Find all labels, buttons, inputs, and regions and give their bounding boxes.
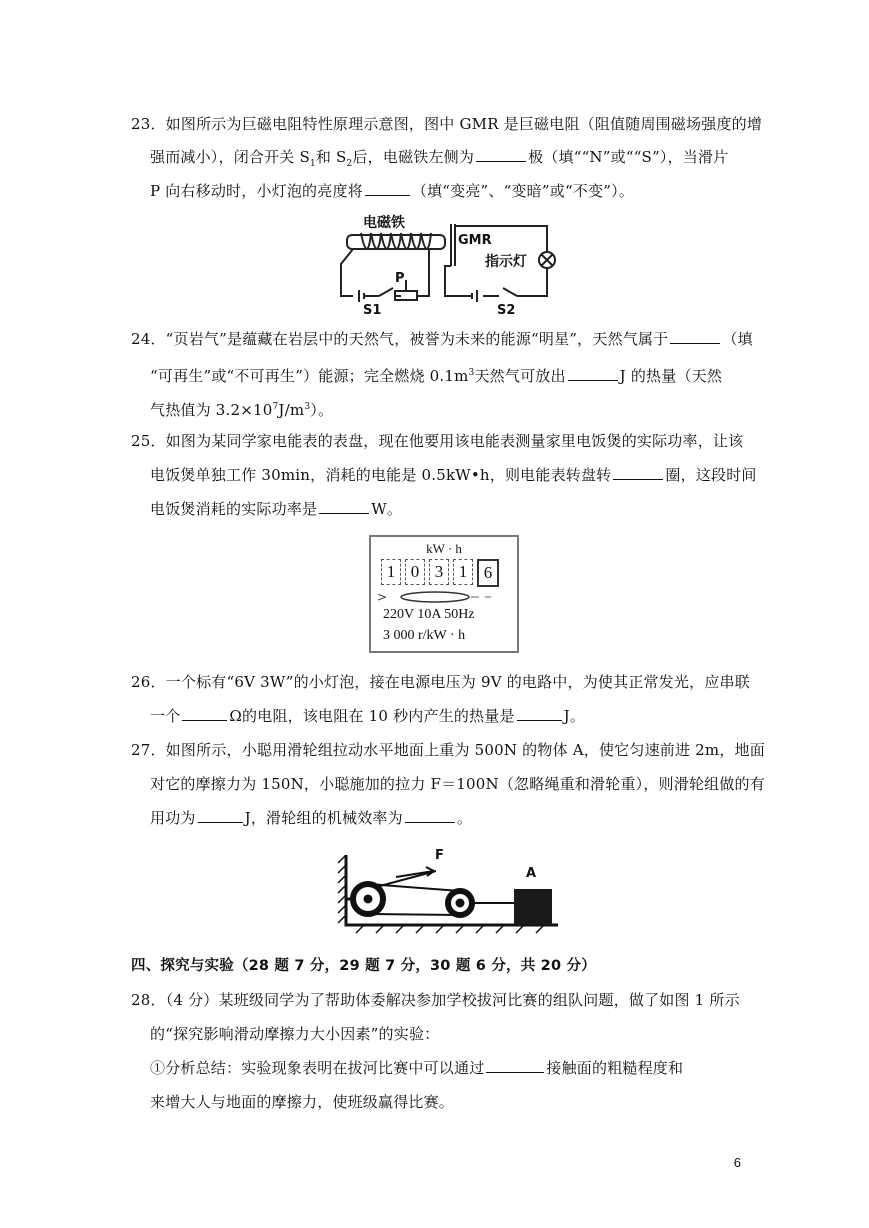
force-arrow-icon [396, 867, 434, 877]
q28-blank-method[interactable] [486, 1058, 544, 1073]
q24-line1: 24．“页岩气”是蕴藏在岩层中的天然气，被誉为未来的能源“明星”，天然气属于 （填 [131, 330, 753, 348]
q25-blank-power[interactable] [319, 499, 369, 514]
q23-line1: 23．如图所示为巨磁电阻特性原理示意图，图中 GMR 是巨磁电阻（阻值随周围磁场强度的增 [131, 115, 763, 133]
q23-line2: 强而减小），闭合开关 $S_1$和 $S_2$后，电磁铁左侧为 极（填““N”或““S”），当滑片 [150, 148, 729, 169]
section-4-heading: 四、探究与实验（28 题 7 分，29 题 7 分，30 题 6 分，共 20 分） [131, 958, 596, 974]
gmr-circuit-figure [333, 214, 565, 318]
q25-line2: 电饭煲单独工作 30min，消耗的电能是 0.5kW•h，则电能表转盘转 圈，这段时间 [150, 466, 757, 484]
q24-blank-renewable[interactable] [670, 329, 720, 344]
q27-line1: 27．如图所示，小聪用滑轮组拉动水平地面上重为 500N 的物体 A，使它匀速前进 2m，地面 [131, 741, 765, 759]
meter-digit: 3 [429, 559, 449, 585]
battery-2 [472, 290, 477, 302]
q27-line3: 用功为 J，滑轮组的机械效率为 。 [150, 809, 473, 827]
page-number: 6 [733, 1155, 741, 1170]
label-s2: S2 [497, 303, 516, 318]
label-p: P [395, 271, 405, 286]
meter-rate: 3 000 r/kW · h [383, 628, 466, 643]
q27-blank-work[interactable] [198, 808, 243, 823]
meter-unit: kW · h [426, 541, 462, 556]
label-f: F [435, 848, 444, 863]
q27-blank-efficiency[interactable] [405, 808, 455, 823]
meter-digit-decimal: 6 [477, 559, 499, 587]
q23-blank-brightness[interactable] [365, 181, 410, 196]
label-indicator-lamp: 指示灯 [485, 254, 527, 270]
q25-line1: 25．如图为某同学家电能表的表盘，现在他要用该电能表测量家里电饭煲的实际功率，让该 [131, 432, 744, 450]
meter-disc-icon [375, 589, 515, 605]
battery-1 [359, 290, 364, 302]
label-electromagnet: 电磁铁 [363, 215, 405, 231]
label-gmr: GMR [458, 233, 492, 248]
label-a: A [526, 866, 537, 881]
gmr-resistor [451, 224, 455, 266]
block-a [514, 889, 552, 925]
q26-line2: 一个 Ω的电阻，该电阻在 10 秒内产生的热量是 J。 [150, 707, 586, 725]
meter-digit: 0 [405, 559, 425, 585]
meter-digits [381, 559, 499, 587]
q27-line2: 对它的摩擦力为 150N，小聪施加的拉力 F＝100N（忽略绳重和滑轮重），则滑轮组做的有 [150, 775, 765, 793]
meter-digit: 1 [453, 559, 473, 585]
meter-digit: 1 [381, 559, 401, 585]
q24-line2: “可再生”或“不可再生”）能源；完全燃烧 $0.1m^3$天然气可放出 J 的热量（天然 [150, 367, 723, 385]
q26-blank-resistance[interactable] [182, 706, 227, 721]
pull-rope [376, 871, 436, 887]
q24-blank-heat[interactable] [568, 366, 618, 381]
label-s1: S1 [363, 303, 382, 318]
q28-line3: ①分析总结：实验现象表明在拔河比赛中可以通过 接触面的粗糙程度和 [150, 1059, 684, 1077]
pulley-figure [336, 843, 562, 935]
q28-line1: 28．（4 分）某班级同学为了帮助体委解决参加学校拔河比赛的组队问题，做了如图 1 所示 [131, 991, 740, 1009]
meter-spec: 220V 10A 50Hz [383, 607, 475, 622]
q23-line3: P 向右移动时，小灯泡的亮度将 （填“变亮”、“变暗”或“不变”）。 [150, 182, 634, 200]
q25-blank-revolutions[interactable] [613, 465, 663, 480]
q26-line1: 26．一个标有“6V 3W”的小灯泡，接在电源电压为 9V 的电路中，为使其正常发光，应串联 [131, 673, 750, 691]
q25-line3: 电饭煲消耗的实际功率是 W。 [150, 500, 403, 518]
energy-meter-figure [369, 535, 519, 653]
q28-line4: 来增大人与地面的摩擦力，使班级赢得比赛。 [150, 1093, 455, 1111]
switch-s2 [483, 288, 517, 296]
q24-line3: 气热值为 $3.2\times 10^7J/m^3$）。 [150, 401, 334, 419]
q26-blank-heat[interactable] [517, 706, 562, 721]
q28-line2: 的“探究影响滑动摩擦力大小因素”的实验： [150, 1025, 440, 1043]
svg-text:>: > [377, 590, 388, 604]
q23-blank-pole[interactable] [476, 147, 526, 162]
